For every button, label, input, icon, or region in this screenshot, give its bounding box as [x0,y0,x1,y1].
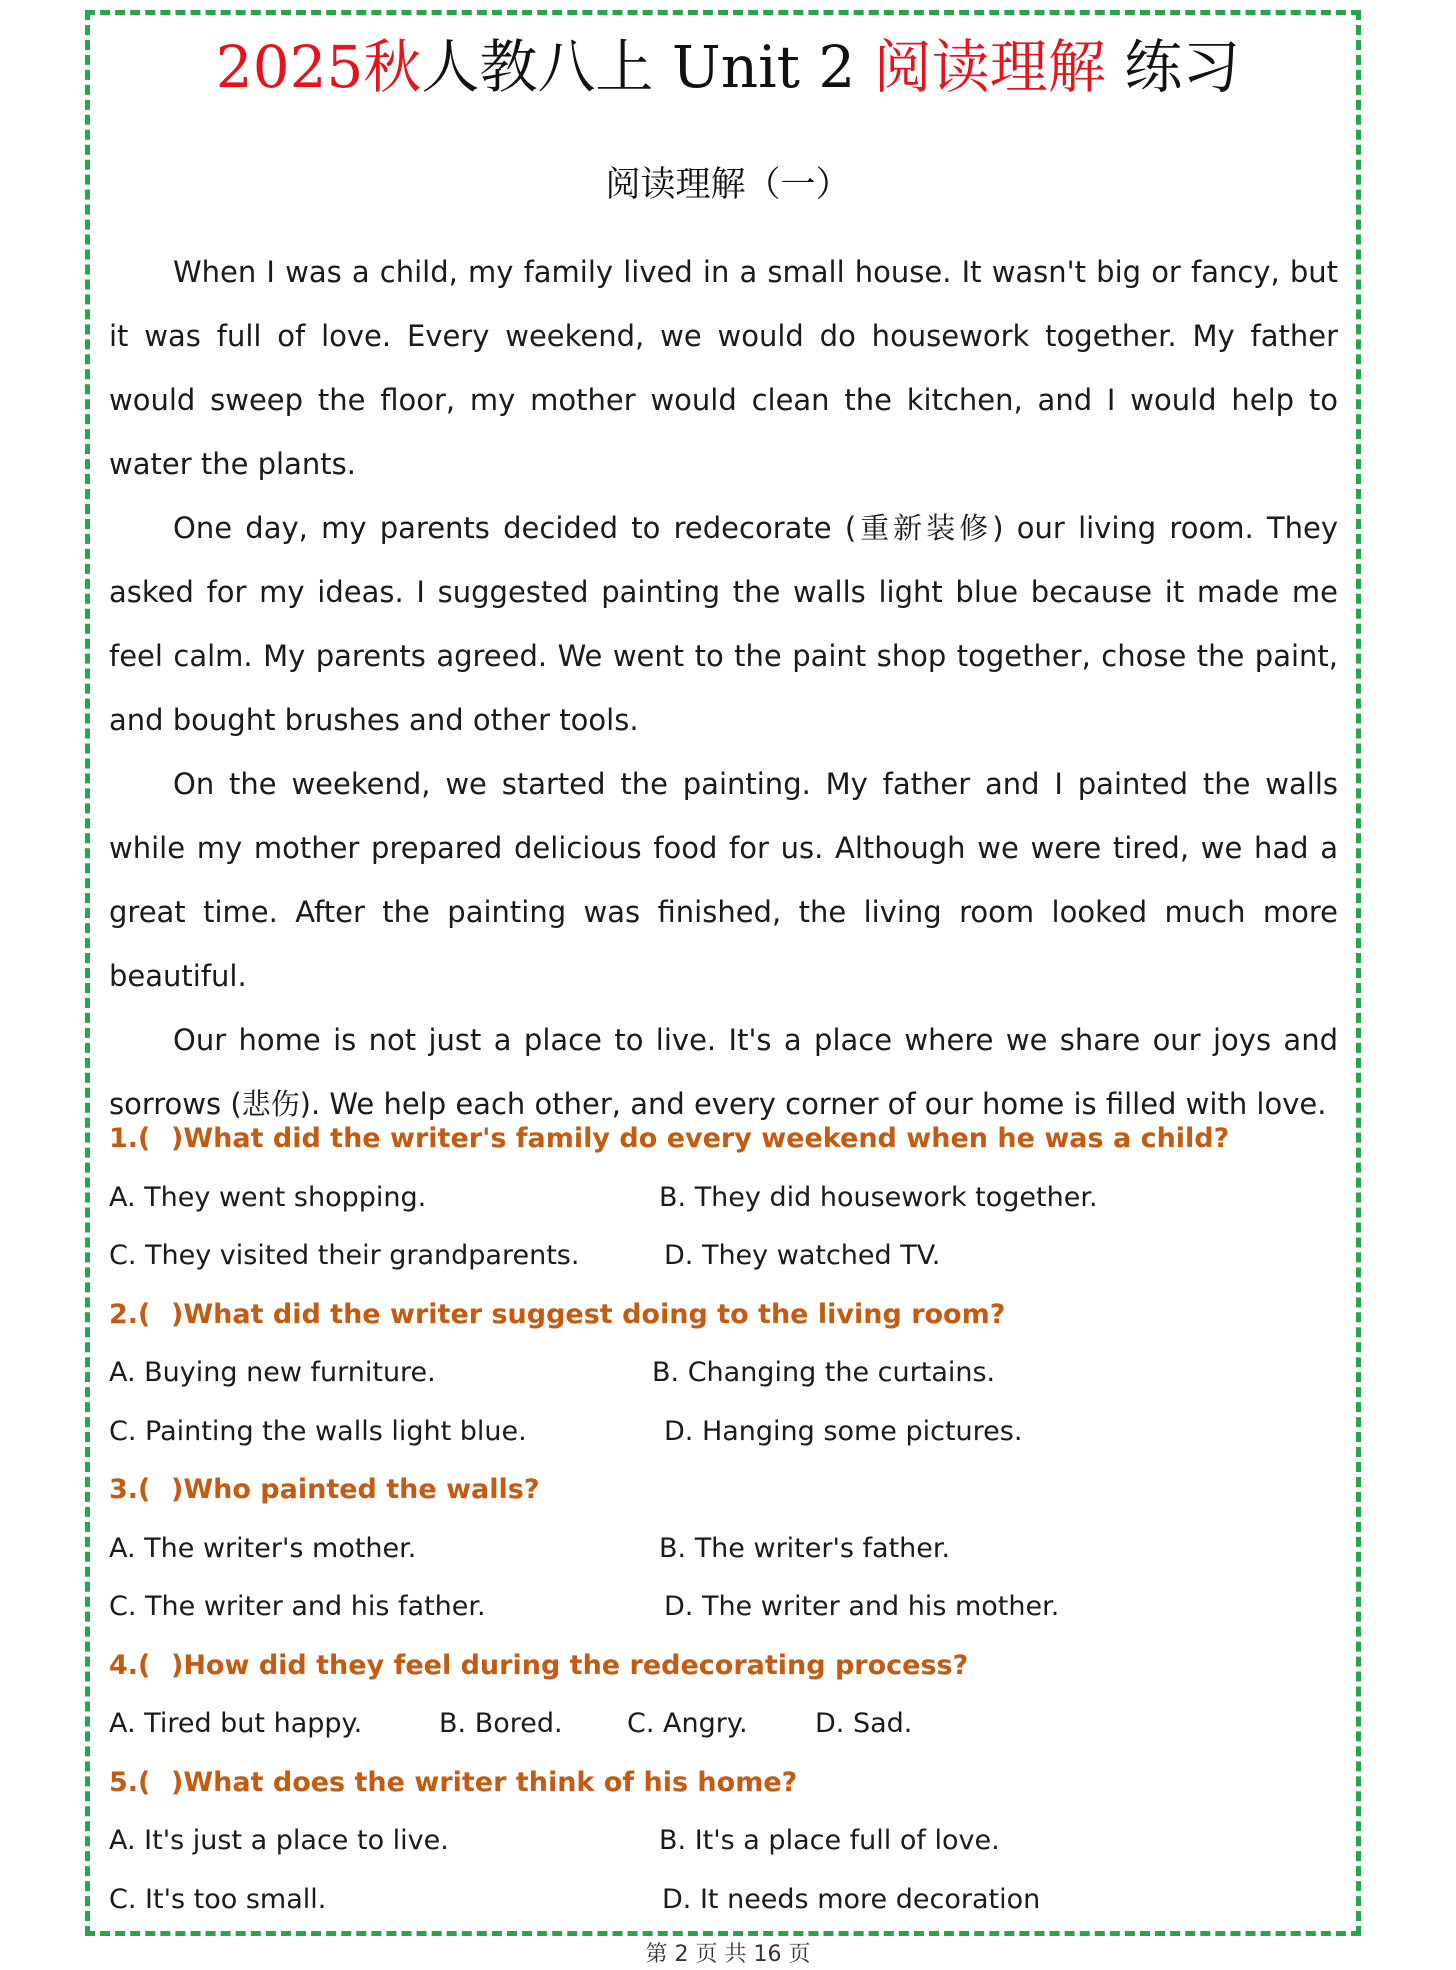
question-text: )Who painted the walls? [171,1474,540,1505]
option-a: A. It's just a place to live. [109,1825,449,1856]
question-text: )How did they feel during the redecorating process? [171,1649,969,1681]
reading-passage [109,240,1338,1136]
option-c: C. The writer and his father. [109,1591,486,1622]
question-5 [109,1754,1338,1813]
passage-paragraph: On the weekend, we started the painting. My father and I painted the walls while my mother prepared delicious food for us. Although we were tired, we had a great time. After the painting was finished, the living room looked much more beautiful. [109,767,1338,993]
option-b: B. They did housework together. [659,1181,1098,1213]
question-number: 2.( [109,1298,151,1330]
options-row [109,1169,1338,1228]
option-c: C. It's too small. [109,1883,327,1915]
question-number: 3.( [109,1474,151,1505]
options-row [109,1578,1338,1637]
question-2 [109,1286,1338,1345]
question-text: )What does the writer think of his home? [171,1766,798,1798]
page-title [0,28,1456,106]
question-text: )What did the writer suggest doing to the living room? [171,1298,1006,1330]
options-row [109,1227,1338,1286]
option-a: A. The writer's mother. [109,1532,417,1564]
title-course: 人教八上 Unit 2 [421,33,856,101]
title-topic: 阅读理解 [873,33,1106,101]
question-text: )What did the writer's family do every weekend when he was a child? [171,1123,1230,1154]
options-row [109,1812,1338,1871]
title-season: 秋 [363,33,422,101]
option-b: B. Changing the curtains. [652,1357,996,1388]
option-d: D. Hanging some pictures. [664,1415,1023,1447]
page-number-footer: 第 2 页 共 16 页 [645,1942,811,1967]
title-year: 2025 [215,33,364,101]
option-c: C. They visited their grandparents. [109,1240,580,1271]
option-c: C. Angry. [627,1708,748,1739]
section-subtitle: 阅读理解（一） [605,165,851,205]
option-c: C. Painting the walls light blue. [109,1415,527,1447]
question-number: 4.( [109,1649,151,1681]
title-type: 练习 [1124,33,1241,101]
passage-paragraph: Our home is not just a place to live. It's a place where we share our joys and sorrows (悲伤). We help each other, and every corner of our home is filled with love. [109,1023,1338,1121]
options-row [109,1871,1338,1930]
option-b: B. Bored. [439,1708,563,1739]
option-d: D. They watched TV. [664,1240,941,1271]
option-a: A. Buying new furniture. [109,1357,436,1388]
options-row [109,1344,1338,1403]
option-a: A. They went shopping. [109,1181,427,1213]
question-number: 5.( [109,1766,151,1798]
option-d: D. The writer and his mother. [664,1591,1060,1622]
options-row [109,1520,1338,1579]
option-d: D. Sad. [815,1708,913,1739]
option-a: A. Tired but happy. [109,1708,363,1739]
question-1 [109,1110,1338,1169]
passage-paragraph: When I was a child, my family lived in a small house. It wasn't big or fancy, but it was full of love. Every weekend, we would do housework together. My father would sweep the floor, my mother would clean the kitchen, and I would help to water the plants. [109,255,1338,481]
option-d: D. It needs more decoration [662,1883,1041,1915]
question-number: 1.( [109,1123,151,1154]
question-4 [109,1637,1338,1696]
question-list [109,1110,1338,1929]
option-b: B. The writer's father. [659,1532,951,1564]
options-row [109,1695,1338,1754]
option-b: B. It's a place full of love. [659,1825,1000,1856]
question-3 [109,1461,1338,1520]
passage-paragraph: One day, my parents decided to redecorate (重新装修) our living room. They asked for my ideas. I suggested painting the walls light blue because it made me feel calm. My parents agreed. We went to the paint shop together, chose the paint, and bought brushes and other tools. [109,511,1338,737]
options-row [109,1403,1338,1462]
